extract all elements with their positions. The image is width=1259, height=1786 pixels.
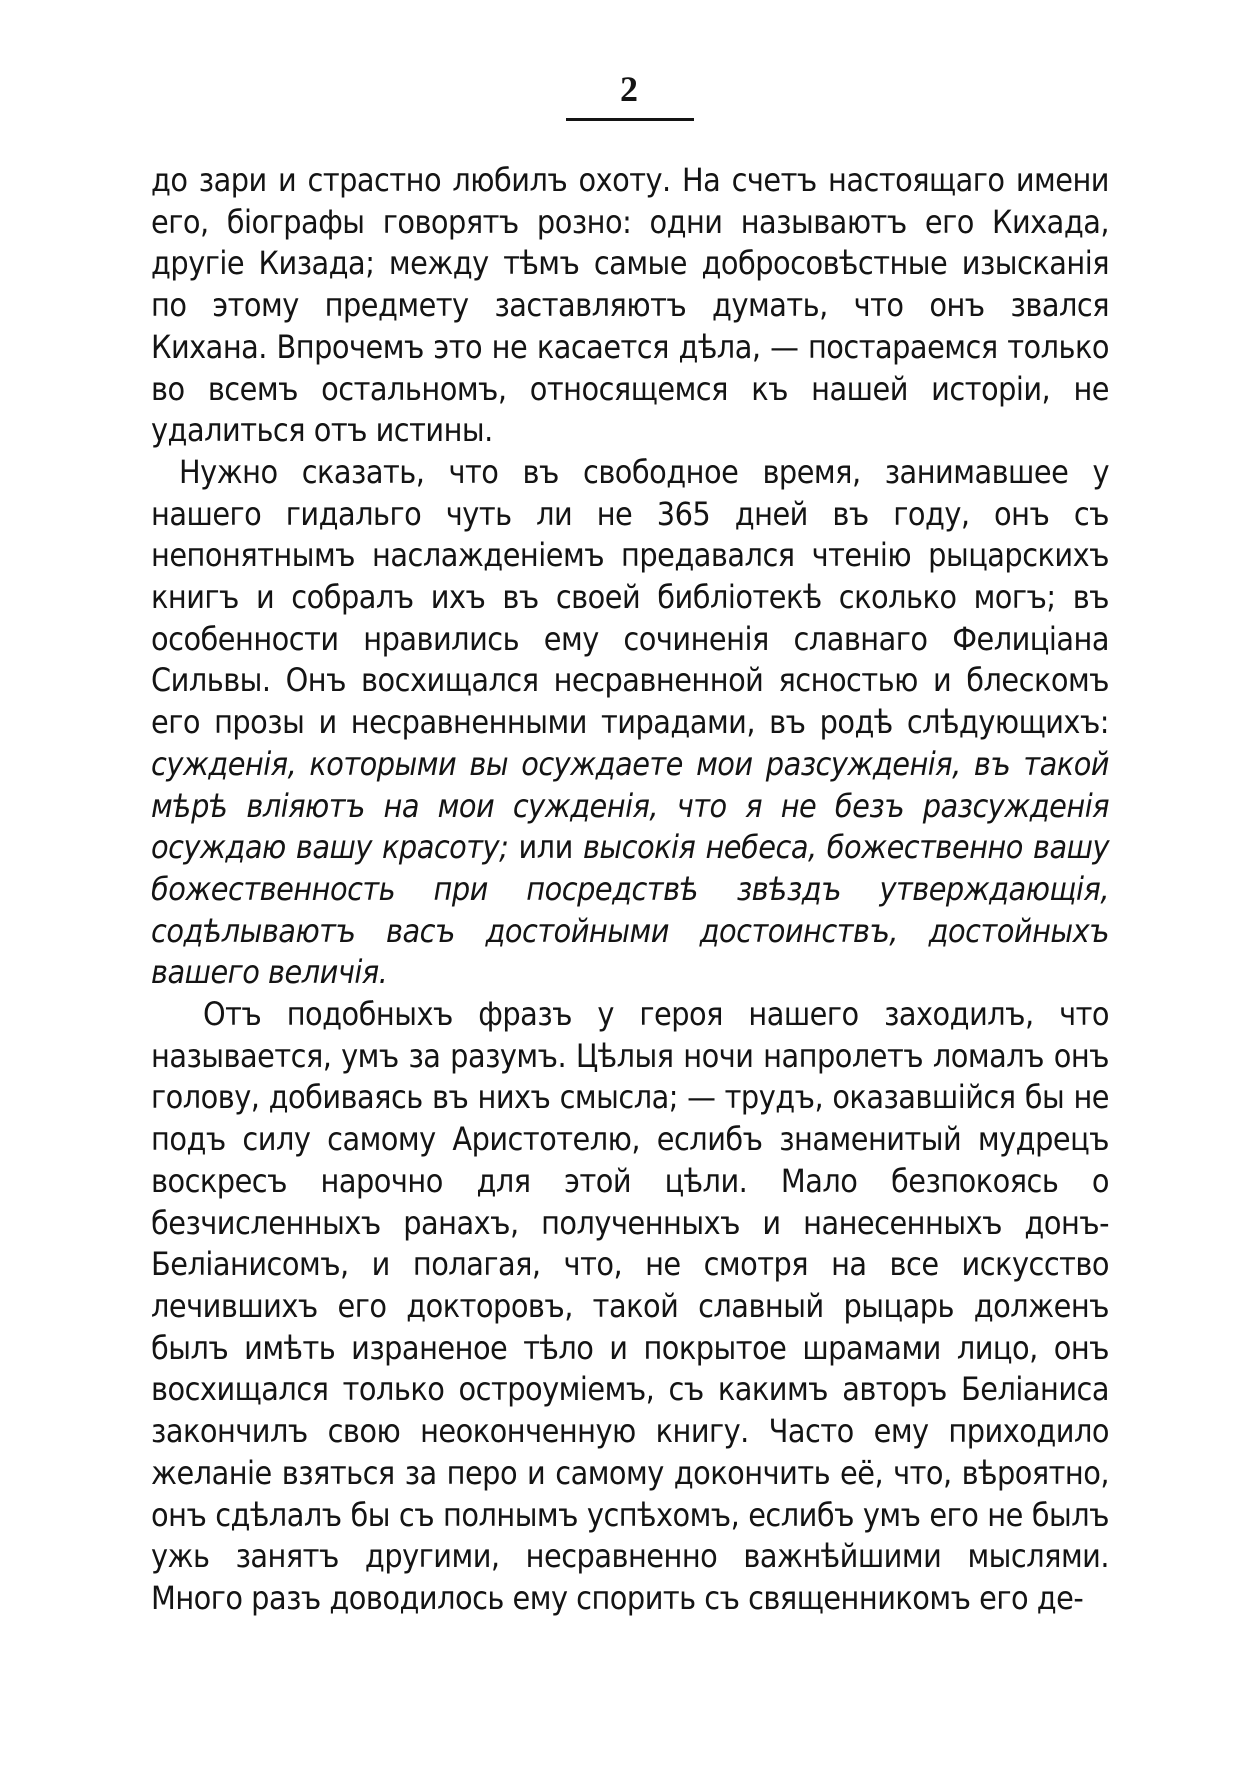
- paragraph-text: до зари и страстно любилъ охоту. На счетъ настоящаго имени его, біографы говорятъ розно: одни называютъ его Кихада, другіе Кизада; между тѣмъ самые добросовѣстные изысканія по этому предмету заставляютъ думать, что онъ звался Кихана. Впрочемъ это не касается дѣла, — постараемся только во всемъ остальномъ, относящемся къ нашей исторіи, не удалиться отъ истины.: [151, 161, 1109, 450]
- header-rule: [566, 118, 694, 121]
- page-number: 2: [620, 69, 639, 109]
- quotation-italic: сужденія, которыми вы осуждаете мои разсужденія, въ такой мѣрѣ вліяютъ на мои сужденія, что я не безъ разсужденія осуждаю вашу красоту;: [151, 744, 1109, 867]
- paragraph-text: или: [508, 828, 583, 867]
- paragraph-text: Нужно сказать, что въ свободное время, занимавшее у нашего гидальго чуть ли не 365 дней въ году, онъ съ непонятнымъ наслажденіемъ предавался чтенію рыцарскихъ книгъ и собралъ ихъ въ своей библіотекѣ сколько могъ; въ особенности нравились ему сочиненія славнаго Фелиціана Сильвы. Онъ восхищался несравненной ясностью и блескомъ его прозы и несравненными тирадами, въ родѣ слѣдующихъ:: [151, 452, 1109, 742]
- paragraph: [151, 160, 1109, 452]
- body-text: [151, 160, 1109, 1620]
- paragraph: [151, 994, 1109, 1620]
- paragraph-text: Отъ подобныхъ фразъ у героя нашего заходилъ, что называется, умъ за разумъ. Цѣлыя ночи напролетъ ломалъ онъ голову, добиваясь въ нихъ смысла; — трудъ, оказавшійся бы не подъ силу самому Аристотелю, еслибъ знаменитый мудрецъ воскресъ нарочно для этой цѣли. Мало безпокоясь о безчисленныхъ ранахъ, полученныхъ и нанесенныхъ донъ-Беліанисомъ, и полагая, что, не смотря на все искусство лечившихъ его докторовъ, такой славный рыцарь долженъ былъ имѣть израненое тѣло и покрытое шрамами лицо, онъ восхищался только остроуміемъ, съ какимъ авторъ Беліаниса закончилъ свою неоконченную книгу. Часто ему приходило желаніе взяться за перо и самому докончить её, что, вѣроятно, онъ сдѣлалъ бы съ полнымъ успѣхомъ, еслибъ умъ его не былъ ужь занятъ другими, несравненно важнѣйшими мыслями. Много разъ доводилось ему спорить съ священникомъ его де-: [151, 995, 1109, 1617]
- paragraph: [151, 452, 1109, 994]
- quotation-italic: высокія небеса, божественно вашу божественность при посредствѣ звѣздъ утверждающія, содѣлываютъ васъ достойными достоинствъ, достойныхъ вашего величія.: [151, 828, 1110, 992]
